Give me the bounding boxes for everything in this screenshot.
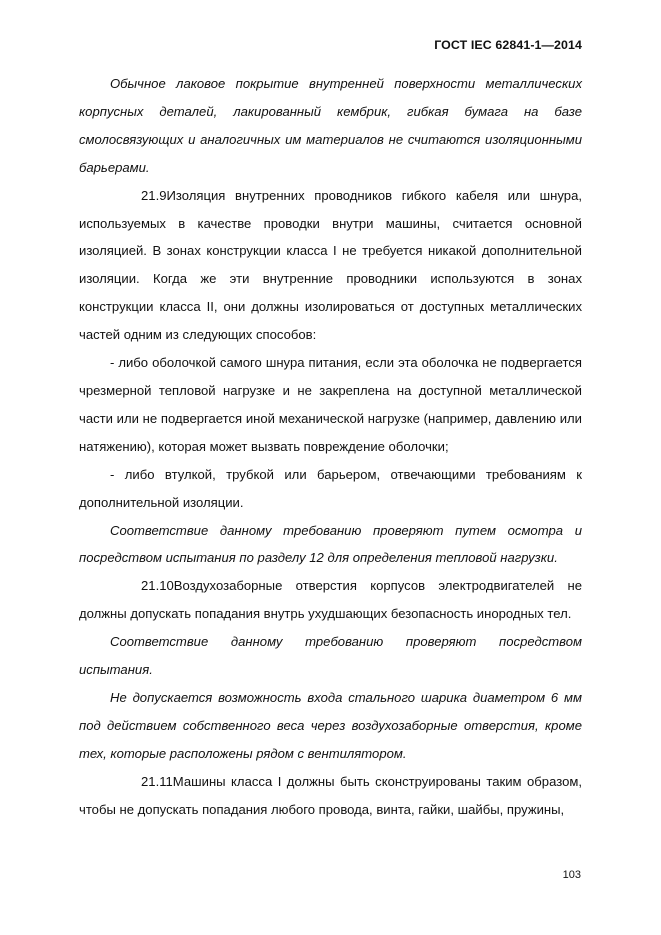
document-header: ГОСТ IEC 62841-1—2014 <box>434 38 582 52</box>
paragraph-text: Обычное лаковое покрытие внутренней поверхности металлических корпусных деталей, лакированный кембрик, гибкая бумага на базе смолосвязующих и аналогичных им материалов не считаются изоляционными барьерами. <box>79 76 582 175</box>
clause-number: 21.10 <box>141 578 174 594</box>
clause-number: 21.11 <box>141 773 173 789</box>
paragraph-text: Машины класса I должны быть сконструированы таким образом, чтобы не допускать попадания любого провода, винта, гайки, шайбы, пружины, <box>79 773 582 817</box>
compliance-note <box>79 517 582 573</box>
compliance-note <box>79 628 582 684</box>
list-item <box>79 461 582 517</box>
paragraph-text: Воздухозаборные отверстия корпусов электродвигателей не должны допускать попадания внутрь ухудшающих безопасность инородных тел. <box>79 578 582 622</box>
paragraph-text: Соответствие данному требованию проверяют посредством испытания. <box>79 634 582 678</box>
paragraph-text: Соответствие данному требованию проверяют путем осмотра и посредством испытания по разделу 12 для определения тепловой нагрузки. <box>79 522 582 566</box>
paragraph-text: Изоляция внутренних проводников гибкого кабеля или шнура, используемых в качестве проводки внутри машины, считается основной изоляцией. В зонах конструкции класса I не требуется никакой дополнительной изоляции. Когда же эти внутренние проводники используются в зонах конструкции класса II, они должны изолироваться от доступных металлических частей одним из следующих способов: <box>79 187 582 343</box>
clause-number: 21.9 <box>141 187 167 203</box>
paragraph-text: - либо втулкой, трубкой или барьером, отвечающими требованиям к дополнительной изоляции. <box>79 466 582 510</box>
list-item <box>79 349 582 461</box>
paragraph-text: - либо оболочкой самого шнура питания, если эта оболочка не подвергается чрезмерной тепловой нагрузке и не закреплена на доступной металлической части или не подвергается иной механической нагрузке (например, давлению или натяжению), которая может вызвать повреждение оболочки; <box>79 355 582 454</box>
clause-21-10 <box>79 572 582 628</box>
paragraph-text: Не допускается возможность входа стального шарика диаметром 6 мм под действием собственного веса через воздухозаборные отверстия, кроме тех, которые расположены рядом с вентилятором. <box>79 689 582 761</box>
document-body <box>79 70 582 823</box>
page-number: 103 <box>562 869 581 881</box>
clause-21-9 <box>79 182 582 349</box>
clause-21-11 <box>79 768 582 824</box>
paragraph <box>79 70 582 182</box>
test-description <box>79 684 582 768</box>
